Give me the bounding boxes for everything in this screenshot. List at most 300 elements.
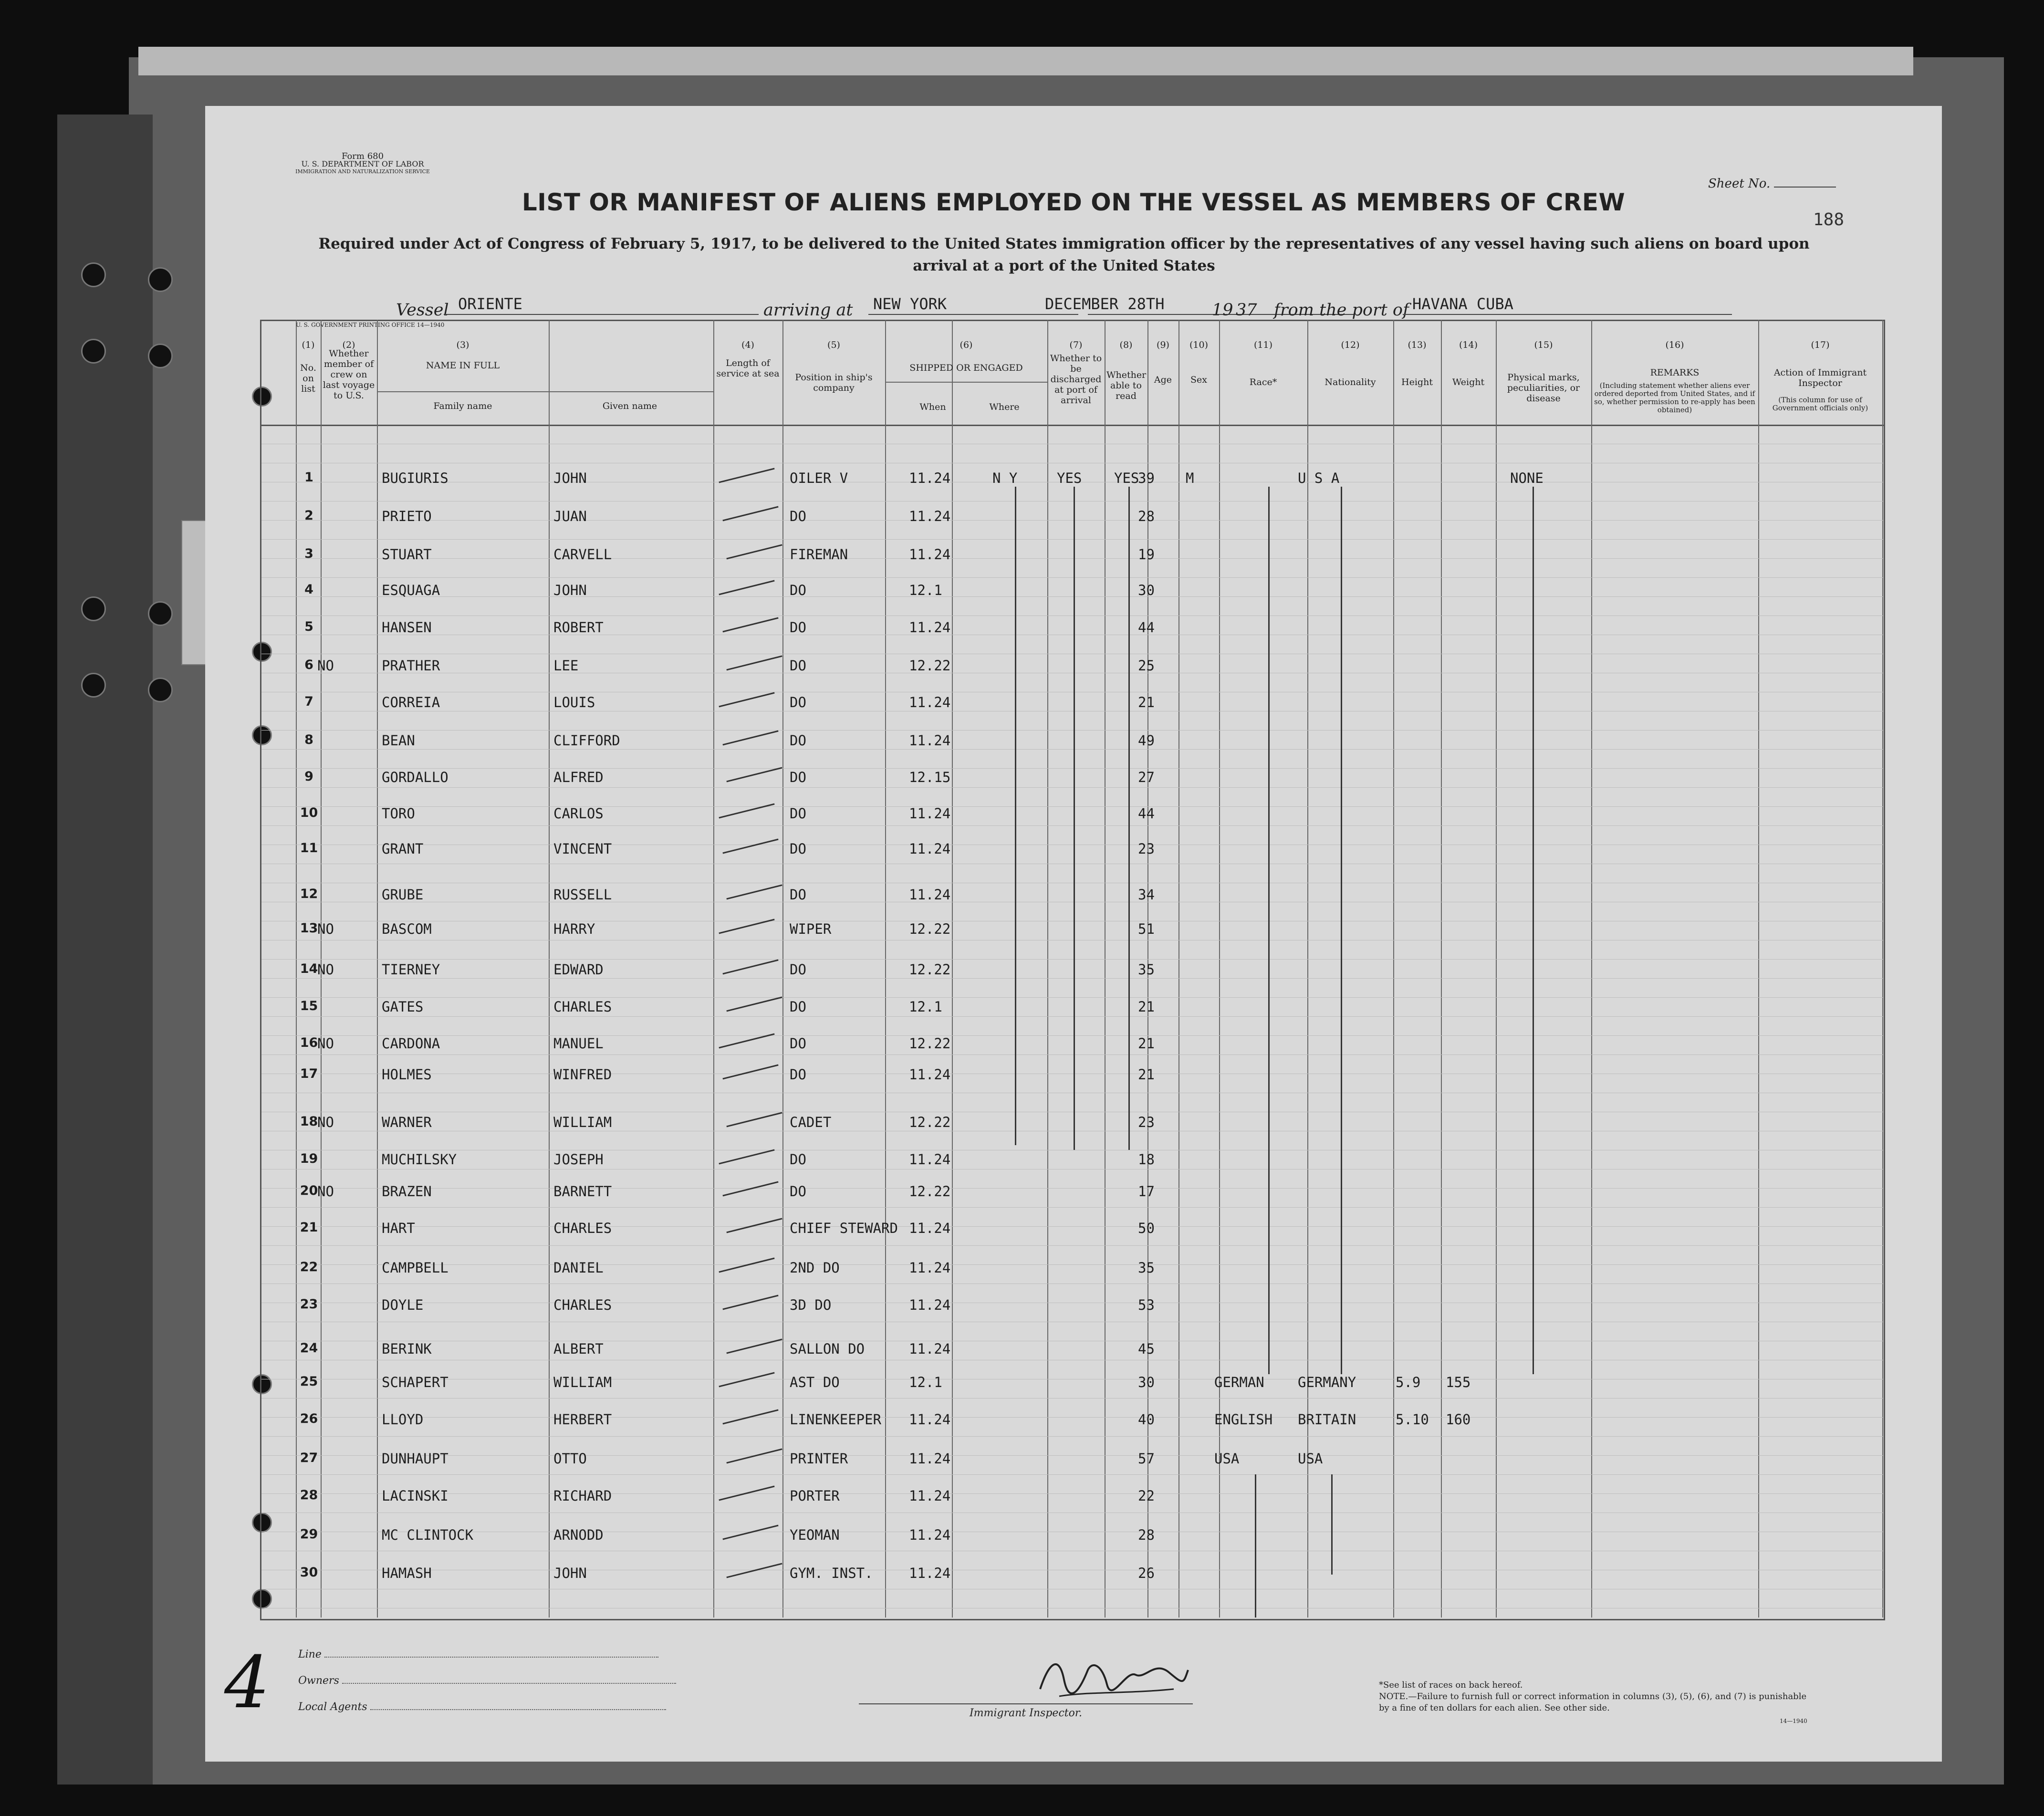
- row-number: 30: [300, 1565, 318, 1580]
- shipped-when: 11.24: [909, 887, 951, 903]
- race: GERMAN: [1214, 1374, 1264, 1390]
- nationality: USA: [1298, 1451, 1323, 1467]
- voyage-line: [396, 291, 1732, 320]
- position: DO: [790, 1151, 806, 1168]
- previous-voyage: NO: [317, 1035, 334, 1052]
- age: 23: [1138, 841, 1155, 857]
- family-name: HOLMES: [382, 1066, 432, 1083]
- ruled-line: [261, 1016, 1884, 1017]
- from-port-label: from the port of: [1274, 301, 1409, 320]
- given-name: LEE: [553, 658, 579, 674]
- row-number: 3: [304, 546, 313, 561]
- form-department: U. S. DEPARTMENT OF LABOR: [301, 159, 424, 168]
- position: DO: [790, 694, 806, 710]
- position: AST DO: [790, 1374, 840, 1390]
- vessel-name: ORIENTE: [458, 295, 522, 313]
- column-rule: [782, 320, 783, 1618]
- age: 49: [1138, 732, 1155, 749]
- column-number: (15): [1534, 340, 1553, 350]
- column-header: Height: [1401, 377, 1433, 387]
- family-name: DUNHAUPT: [382, 1451, 448, 1467]
- column-rule: [713, 320, 714, 1618]
- family-name: GATES: [382, 999, 424, 1015]
- ruled-line: [261, 825, 1884, 826]
- column-rule: [1758, 320, 1759, 1618]
- ruled-line: [261, 978, 1884, 979]
- ruled-line: [261, 787, 1884, 788]
- age: 25: [1138, 658, 1155, 674]
- shipped-when: 11.24: [909, 546, 951, 563]
- penalty-note: NOTE.—Failure to furnish full or correct information in columns (3), (5), (6), and (7) is punishable by a fine of ten dollars for each alien. See other side.: [1379, 1691, 1807, 1713]
- row-number: 27: [300, 1451, 318, 1465]
- shipped-when: 11.24: [909, 1451, 951, 1467]
- given-name: VINCENT: [553, 841, 612, 857]
- position: DO: [790, 961, 806, 978]
- manifest-table: [260, 320, 1885, 1620]
- shipped-when: 11.24: [909, 805, 951, 822]
- position: DO: [790, 999, 806, 1015]
- given-name: ROBERT: [553, 619, 604, 636]
- given-name: ARNODD: [553, 1527, 604, 1543]
- ditto-mark: [1331, 1474, 1333, 1575]
- owners-field: [298, 1675, 676, 1687]
- family-name: CORREIA: [382, 694, 440, 710]
- binding-hole: [148, 344, 173, 368]
- column-number: (14): [1459, 340, 1478, 350]
- row-number: 15: [300, 999, 318, 1013]
- given-name: JUAN: [553, 508, 587, 524]
- column-rule: [1496, 320, 1497, 1618]
- shipped-where: N Y: [992, 470, 1018, 486]
- row-number: 28: [300, 1488, 318, 1503]
- row-number: 18: [300, 1114, 318, 1129]
- row-number: 12: [300, 887, 318, 901]
- position: DO: [790, 841, 806, 857]
- age: 23: [1138, 1114, 1155, 1130]
- page-subtitle: Required under Act of Congress of February 5, 1917, to be delivered to the United States immigration officer by the representatives of any vessel having such aliens on board upon arrival at a port of the United States: [318, 235, 1810, 274]
- age: 21: [1138, 694, 1155, 710]
- age: 50: [1138, 1220, 1155, 1236]
- shipped-when: 11.24: [909, 694, 951, 710]
- inspector-signature: [1031, 1651, 1193, 1703]
- race: USA: [1214, 1451, 1240, 1467]
- family-name: BASCOM: [382, 921, 432, 937]
- line-field: [298, 1649, 658, 1660]
- column-header: No. on list: [300, 363, 316, 394]
- row-number: 7: [304, 694, 313, 709]
- row-number: 26: [300, 1411, 318, 1426]
- given-name: CARVELL: [553, 546, 612, 563]
- family-name: SCHAPERT: [382, 1374, 448, 1390]
- given-name: DANIEL: [553, 1260, 604, 1276]
- binding-hole: [148, 267, 173, 292]
- given-name: LOUIS: [553, 694, 595, 710]
- column-header: SHIPPED OR ENGAGED: [909, 363, 1023, 373]
- column-rule: [885, 320, 886, 1618]
- position: LINENKEEPER: [790, 1411, 882, 1428]
- family-name: MUCHILSKY: [382, 1151, 457, 1168]
- column-rule: [1591, 320, 1592, 1618]
- age: 53: [1138, 1297, 1155, 1313]
- age: 45: [1138, 1341, 1155, 1357]
- given-name: HARRY: [553, 921, 595, 937]
- given-name: JOHN: [553, 470, 587, 486]
- age: 39: [1138, 470, 1155, 486]
- position: 2ND DO: [790, 1260, 840, 1276]
- family-name: GORDALLO: [382, 769, 448, 785]
- nationality: BRITAIN: [1298, 1411, 1356, 1428]
- column-header: Nationality: [1324, 377, 1376, 387]
- age: 22: [1138, 1488, 1155, 1504]
- age: 40: [1138, 1411, 1155, 1428]
- previous-voyage: NO: [317, 921, 334, 937]
- ruled-line: [261, 520, 1884, 521]
- binding-hole: [148, 601, 173, 626]
- position: DO: [790, 805, 806, 822]
- age: 44: [1138, 619, 1155, 636]
- age: 28: [1138, 508, 1155, 524]
- given-name: JOHN: [553, 582, 587, 598]
- family-name: DOYLE: [382, 1297, 424, 1313]
- position: DO: [790, 658, 806, 674]
- ruled-line: [261, 806, 1884, 807]
- position: DO: [790, 1066, 806, 1083]
- shipped-when: 12.22: [909, 1114, 951, 1130]
- position: DO: [790, 1035, 806, 1052]
- shipped-when: 12.22: [909, 658, 951, 674]
- given-name: WILLIAM: [553, 1374, 612, 1390]
- ditto-mark: [1128, 487, 1130, 1150]
- given-name: ALBERT: [553, 1341, 604, 1357]
- age: 30: [1138, 582, 1155, 598]
- row-number: 22: [300, 1260, 318, 1274]
- row-number: 11: [300, 841, 318, 856]
- age: 34: [1138, 887, 1155, 903]
- family-name: TIERNEY: [382, 961, 440, 978]
- column-rule: [377, 320, 378, 1618]
- family-name: TORO: [382, 805, 415, 822]
- row-number: 23: [300, 1297, 318, 1312]
- column-rule: [549, 320, 550, 1618]
- family-name: BUGIURIS: [382, 470, 448, 486]
- position: DO: [790, 769, 806, 785]
- given-name: WINFRED: [553, 1066, 612, 1083]
- age: 28: [1138, 1527, 1155, 1543]
- ruled-line: [261, 749, 1884, 750]
- age: 18: [1138, 1151, 1155, 1168]
- ditto-mark: [1533, 487, 1534, 1374]
- row-number: 13: [300, 921, 318, 936]
- agents-label: Local Agents: [298, 1701, 367, 1713]
- shipped-when: 11.24: [909, 470, 951, 486]
- ditto-mark: [1255, 1474, 1256, 1618]
- shipped-when: 11.24: [909, 732, 951, 749]
- ruled-line: [261, 997, 1884, 998]
- family-name: STUART: [382, 546, 432, 563]
- previous-voyage: NO: [317, 658, 334, 674]
- column-header: Length of service at sea: [716, 358, 780, 379]
- arriving-label: arriving at: [763, 301, 853, 320]
- inspector-label: Immigrant Inspector.: [859, 1703, 1193, 1719]
- shipped-when: 12.1: [909, 999, 942, 1015]
- age: 27: [1138, 769, 1155, 785]
- row-number: 5: [304, 619, 313, 634]
- family-name: HART: [382, 1220, 415, 1236]
- printing-office: U. S. GOVERNMENT PRINTING OFFICE 14—1940: [296, 322, 445, 328]
- binding-hole: [81, 673, 106, 698]
- position: FIREMAN: [790, 546, 848, 563]
- family-name: LLOYD: [382, 1411, 424, 1428]
- sex: M: [1186, 470, 1194, 486]
- age: 21: [1138, 999, 1155, 1015]
- shipped-when: 11.24: [909, 1527, 951, 1543]
- column-number: (10): [1189, 340, 1208, 350]
- previous-voyage: NO: [317, 1114, 334, 1130]
- column-number: (8): [1119, 340, 1133, 350]
- position: YEOMAN: [790, 1527, 840, 1543]
- family-name: BERINK: [382, 1341, 432, 1357]
- previous-voyage: NO: [317, 961, 334, 978]
- column-header: Whether to be discharged at port of arrival: [1050, 353, 1102, 406]
- given-name: EDWARD: [553, 961, 604, 978]
- position: DO: [790, 887, 806, 903]
- column-header: NAME IN FULL: [426, 360, 500, 371]
- position: 3D DO: [790, 1297, 832, 1313]
- given-name: JOSEPH: [553, 1151, 604, 1168]
- subheader-rule: [885, 382, 1047, 383]
- shipped-when: 11.24: [909, 1066, 951, 1083]
- race: ENGLISH: [1214, 1411, 1273, 1428]
- column-rule: [952, 320, 953, 1618]
- position: SALLON DO: [790, 1341, 865, 1357]
- shipped-when: 11.24: [909, 1220, 951, 1236]
- ruled-line: [261, 1398, 1884, 1399]
- print-code: 14—1940: [1780, 1718, 1807, 1724]
- form-identifier: [291, 153, 434, 176]
- discharged: YES: [1057, 470, 1082, 486]
- column-number: (3): [456, 340, 469, 350]
- remarks-note: (Including statement whether aliens ever ordered deported from United States, and if so, whether permission to re-apply has been obtained): [1594, 381, 1755, 414]
- column-number: (12): [1341, 340, 1360, 350]
- age: 35: [1138, 1260, 1155, 1276]
- shipped-when: 12.1: [909, 1374, 942, 1390]
- shipped-when: 12.22: [909, 921, 951, 937]
- family-name: HAMASH: [382, 1565, 432, 1581]
- weight: 160: [1446, 1411, 1471, 1428]
- position: DO: [790, 619, 806, 636]
- nationality: U S A: [1298, 470, 1340, 486]
- mount-top-edge: [138, 47, 1913, 75]
- family-name: PRIETO: [382, 508, 432, 524]
- shipped-when: 11.24: [909, 841, 951, 857]
- column-header: Race*: [1249, 377, 1277, 387]
- family-name: GRUBE: [382, 887, 424, 903]
- binding-hole: [81, 339, 106, 364]
- margin-number: 4: [224, 1641, 270, 1724]
- ruled-line: [261, 1035, 1884, 1036]
- given-name: CLIFFORD: [553, 732, 620, 749]
- column-number: (16): [1665, 340, 1684, 350]
- year-suffix: 37: [1236, 301, 1257, 320]
- column-header: Age: [1154, 375, 1172, 385]
- given-name: BARNETT: [553, 1183, 612, 1200]
- row-number: 8: [304, 732, 313, 747]
- column-rule: [1393, 320, 1394, 1618]
- owners-label: Owners: [298, 1675, 339, 1687]
- position: OILER V: [790, 470, 848, 486]
- row-number: 6: [304, 658, 313, 672]
- age: 51: [1138, 921, 1155, 937]
- height: 5.10: [1396, 1411, 1429, 1428]
- stamp-number: 188: [1813, 210, 1845, 230]
- arrival-date: DECEMBER 28TH: [1045, 295, 1165, 313]
- position: GYM. INST.: [790, 1565, 873, 1581]
- ruled-line: [261, 1493, 1884, 1494]
- shipped-when: 12.1: [909, 582, 942, 598]
- family-name-subheader: Family name: [433, 401, 492, 411]
- family-name: LACINSKI: [382, 1488, 448, 1504]
- row-number: 25: [300, 1374, 318, 1389]
- family-name: PRATHER: [382, 658, 440, 674]
- column-header: Weight: [1452, 377, 1485, 387]
- given-name: ALFRED: [553, 769, 604, 785]
- weight: 155: [1446, 1374, 1471, 1390]
- row-number: 16: [300, 1035, 318, 1050]
- row-number: 2: [304, 508, 313, 523]
- given-name: JOHN: [553, 1565, 587, 1581]
- column-header: Sex: [1190, 375, 1207, 385]
- age: 26: [1138, 1565, 1155, 1581]
- ditto-mark: [1015, 487, 1016, 1145]
- race-footnote: *See list of races on back hereof.: [1379, 1680, 1523, 1690]
- column-number: (2): [342, 340, 355, 350]
- column-number: (1): [302, 340, 315, 350]
- row-number: 1: [304, 470, 313, 485]
- able-to-read: YES: [1114, 470, 1139, 486]
- ruled-line: [261, 539, 1884, 540]
- row-number: 29: [300, 1527, 318, 1542]
- column-number: (17): [1811, 340, 1830, 350]
- ruled-line: [261, 596, 1884, 597]
- column-number: (5): [827, 340, 840, 350]
- ruled-line: [261, 768, 1884, 769]
- binding-hole: [148, 678, 173, 702]
- given-name: CHARLES: [553, 999, 612, 1015]
- shipped-when: 12.15: [909, 769, 951, 785]
- row-number: 4: [304, 582, 313, 597]
- ruled-line: [261, 730, 1884, 731]
- given-name: MANUEL: [553, 1035, 604, 1052]
- nationality: GERMANY: [1298, 1374, 1356, 1390]
- row-number: 9: [304, 769, 313, 784]
- row-number: 10: [300, 805, 318, 820]
- family-name: ESQUAGA: [382, 582, 440, 598]
- height: 5.9: [1396, 1374, 1421, 1390]
- shipped-when: 11.24: [909, 1260, 951, 1276]
- column-rule: [1178, 320, 1179, 1618]
- given-name: OTTO: [553, 1451, 587, 1467]
- column-number: (7): [1069, 340, 1083, 350]
- row-number: 14: [300, 961, 318, 976]
- position: DO: [790, 732, 806, 749]
- family-name: MC CLINTOCK: [382, 1527, 474, 1543]
- given-name-subheader: Given name: [602, 401, 657, 411]
- departure-port: HAVANA CUBA: [1412, 295, 1513, 313]
- form-number: Form 680: [341, 151, 384, 161]
- column-number: (6): [959, 340, 973, 350]
- age: 21: [1138, 1035, 1155, 1052]
- age: 17: [1138, 1183, 1155, 1200]
- ruled-line: [261, 1207, 1884, 1208]
- when-subheader: When: [919, 402, 946, 412]
- column-header: Whether able to read: [1106, 370, 1147, 401]
- age: 19: [1138, 546, 1155, 563]
- age: 30: [1138, 1374, 1155, 1390]
- row-number: 24: [300, 1341, 318, 1356]
- column-number: (4): [741, 340, 754, 350]
- table-header-rule: [260, 425, 1885, 426]
- shipped-when: 11.24: [909, 619, 951, 636]
- family-name: CARDONA: [382, 1035, 440, 1052]
- position: PORTER: [790, 1488, 840, 1504]
- column-header: REMARKS: [1650, 367, 1700, 378]
- column-rule: [1882, 320, 1883, 1618]
- row-number: 20: [300, 1183, 318, 1198]
- ruled-line: [261, 1417, 1884, 1418]
- position: DO: [790, 1183, 806, 1200]
- binding-fold: [57, 115, 153, 1785]
- shipped-when: 12.22: [909, 1183, 951, 1200]
- family-name: CAMPBELL: [382, 1260, 448, 1276]
- given-name: RICHARD: [553, 1488, 612, 1504]
- family-name: BEAN: [382, 732, 415, 749]
- ruled-line: [261, 1264, 1884, 1265]
- arrival-port: NEW YORK: [873, 295, 947, 313]
- form-service: IMMIGRATION AND NATURALIZATION SERVICE: [295, 168, 430, 175]
- column-header: Position in ship's company: [795, 372, 873, 393]
- physical-marks: NONE: [1510, 470, 1543, 486]
- sheet-number-label: Sheet No.: [1708, 177, 1771, 191]
- vessel-label: Vessel: [396, 301, 449, 320]
- age: 21: [1138, 1066, 1155, 1083]
- column-number: (11): [1253, 340, 1272, 350]
- shipped-when: 12.22: [909, 961, 951, 978]
- row-number: 17: [300, 1066, 318, 1081]
- family-name: BRAZEN: [382, 1183, 432, 1200]
- position: CHIEF STEWARD: [790, 1220, 898, 1236]
- shipped-when: 11.24: [909, 1488, 951, 1504]
- footnotes: [1379, 1680, 1808, 1714]
- age: 57: [1138, 1451, 1155, 1467]
- binding-hole: [81, 596, 106, 621]
- line-label: Line: [298, 1649, 322, 1660]
- ditto-mark: [1341, 487, 1342, 1374]
- ruled-line: [261, 1455, 1884, 1456]
- column-header: Physical marks, peculiarities, or disease: [1507, 372, 1580, 404]
- previous-voyage: NO: [317, 1183, 334, 1200]
- column-header: Whether member of crew on last voyage to U.S.: [323, 348, 375, 401]
- row-number: 19: [300, 1151, 318, 1166]
- shipped-when: 11.24: [909, 1565, 951, 1581]
- column-number: (13): [1408, 340, 1427, 350]
- shipped-when: 11.24: [909, 1297, 951, 1313]
- position: CADET: [790, 1114, 832, 1130]
- given-name: HERBERT: [553, 1411, 612, 1428]
- agents-field: [298, 1701, 666, 1713]
- given-name: CHARLES: [553, 1220, 612, 1236]
- family-name: WARNER: [382, 1114, 432, 1130]
- position: DO: [790, 582, 806, 598]
